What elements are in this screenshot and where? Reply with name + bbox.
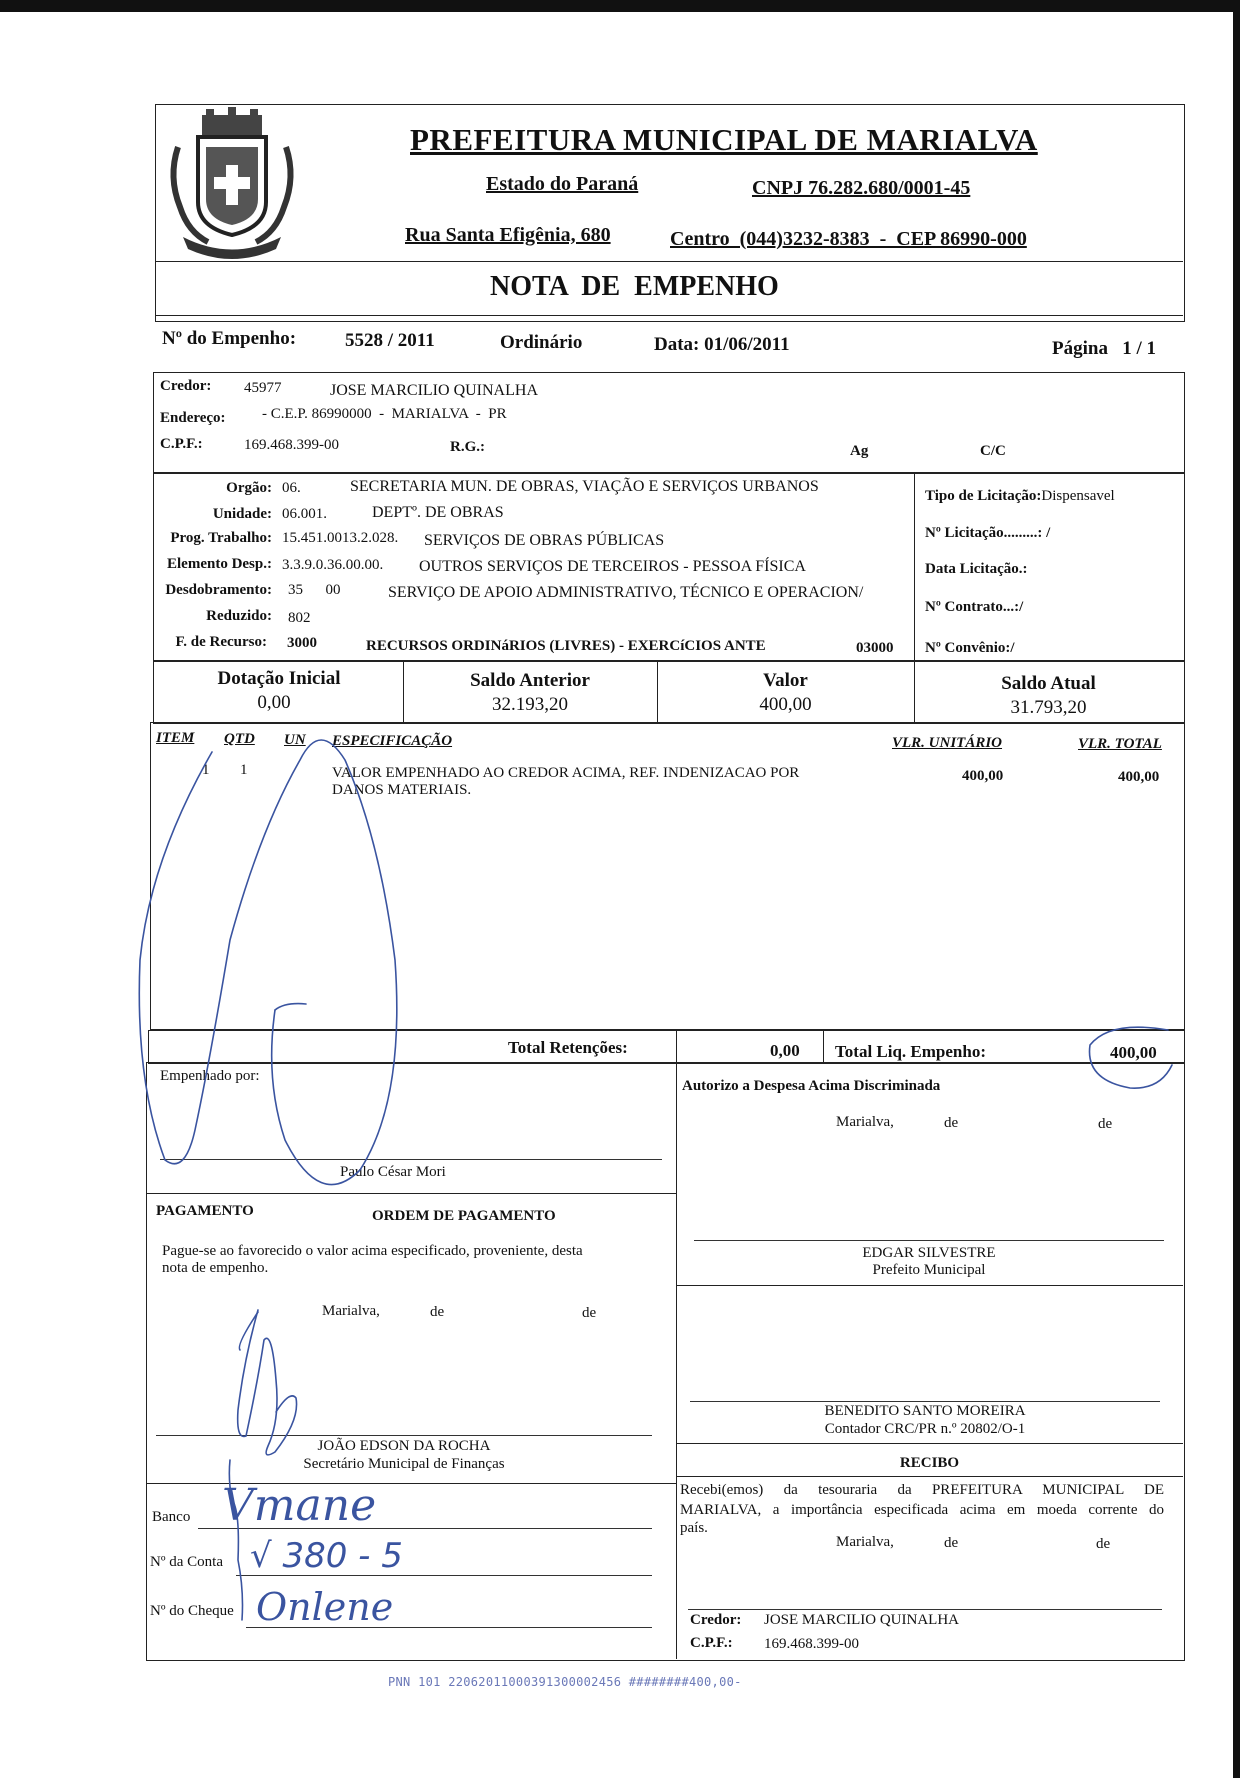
orgao-name: SECRETARIA MUN. DE OBRAS, VIAÇÃO E SERVIÇOS URBANOS [350, 478, 819, 495]
recibo-cpf: 169.468.399-00 [764, 1636, 859, 1652]
banco-label: Banco [152, 1509, 191, 1525]
convenio-number: Nº Convênio:/ [925, 640, 1015, 656]
prefeito-name: EDGAR SILVESTRE [862, 1245, 996, 1261]
valor-label: Valor [763, 670, 808, 691]
divider [155, 261, 1183, 262]
col-header-unit: VLR. UNITÁRIO [892, 735, 1003, 751]
prog-label: Prog. Trabalho: [170, 530, 272, 546]
col-header-un: UN [284, 732, 306, 748]
col-header-qtd: QTD [224, 731, 255, 747]
divider [676, 1030, 677, 1062]
elemento-name: OUTROS SERVIÇOS DE TERCEIROS - PESSOA FÍSICA [419, 558, 806, 575]
prefeito-role: Prefeito Municipal [872, 1262, 986, 1278]
unidade-name: DEPTº. DE OBRAS [372, 504, 504, 521]
pagamento-label: PAGAMENTO [156, 1203, 254, 1219]
item-row-desc-line1: VALOR EMPENHADO AO CREDOR ACIMA, REF. INDENIZACAO POR [332, 765, 800, 781]
header-district-phone-cep: Centro (044)3232-8383 - CEP 86990-000 [670, 228, 1027, 250]
valor-value: 400,00 [759, 694, 812, 715]
empenho-page: Página 1 / 1 [1052, 338, 1156, 359]
item-row-qtd: 1 [240, 762, 248, 778]
autorizo-de2: de [1098, 1116, 1113, 1132]
header-cnpj: CNPJ 76.282.680/0001-45 [752, 177, 971, 199]
credor-address-label: Endereço: [160, 410, 226, 426]
licitacao-type-label [925, 488, 1115, 505]
orgao-label: Orgão: [226, 480, 272, 496]
divider [676, 1443, 1183, 1444]
item-row-total: 400,00 [1118, 769, 1160, 785]
saldo-atual-label: Saldo Atual [1001, 673, 1096, 694]
contador-role: Contador CRC/PR n.º 20802/O-1 [824, 1421, 1026, 1437]
unidade-label: Unidade: [212, 506, 272, 522]
autorizo-city: Marialva, [836, 1114, 894, 1130]
recibo-title: RECIBO [899, 1455, 960, 1471]
credor-label: Credor: [160, 378, 212, 394]
desdobramento-code: 35 00 [288, 582, 341, 598]
credor-address: - C.E.P. 86990000 - MARIALVA - PR [262, 406, 507, 422]
prog-code: 15.451.0013.2.028. [282, 530, 399, 546]
prog-name: SERVIÇOS DE OBRAS PÚBLICAS [424, 532, 665, 549]
desdobramento-label: Desdobramento: [165, 582, 272, 598]
licitacao-type-value: Dispensavel [1041, 488, 1115, 504]
col-header-total: VLR. TOTAL [1078, 736, 1162, 752]
recibo-text-line3: país. [680, 1520, 708, 1536]
divider [676, 1062, 677, 1659]
credor-cpf-label: C.P.F.: [160, 436, 203, 452]
cheque-handwritten: Onlene [256, 1585, 394, 1629]
signature-line [694, 1240, 1164, 1241]
unidade-code: 06.001. [282, 506, 327, 522]
scan-right-edge [1233, 0, 1240, 1778]
divider [155, 315, 1183, 316]
reduzido-label: Reduzido: [206, 608, 272, 624]
licitacao-type-text: Tipo de Licitação: [925, 488, 1042, 504]
recibo-cpf-label: C.P.F.: [690, 1635, 733, 1651]
autorizo-label: Autorizo a Despesa Acima Discriminada [682, 1078, 941, 1094]
licitacao-number: Nº Licitação.........: / [925, 525, 1051, 541]
recibo-credor-name: JOSE MARCILIO QUINALHA [764, 1612, 959, 1628]
pagamento-text-line2: nota de empenho. [162, 1260, 269, 1276]
pagamento-de2: de [582, 1305, 597, 1321]
secretario-role: Secretário Municipal de Finanças [303, 1456, 505, 1472]
item-row-desc-line2: DANOS MATERIAIS. [332, 782, 472, 798]
recibo-city: Marialva, [836, 1534, 894, 1550]
licitacao-date: Data Licitação.: [925, 561, 1028, 577]
reduzido-value: 802 [288, 610, 311, 626]
recibo-text-line2: MARIALVA, a importância especificada acima em moeda corrente do [680, 1502, 1164, 1518]
header-address: Rua Santa Efigênia, 680 [405, 224, 611, 246]
empenho-type: Ordinário [500, 332, 583, 353]
signature-line [156, 1435, 652, 1436]
saldo-anterior-value: 32.193,20 [492, 694, 568, 715]
pagamento-de1: de [430, 1304, 445, 1320]
header-state: Estado do Paraná [486, 173, 639, 195]
empenhado-label: Empenhado por: [160, 1068, 260, 1084]
credor-box [153, 372, 1185, 474]
header-title: PREFEITURA MUNICIPAL DE MARIALVA [410, 122, 1038, 157]
retencoes-value: 0,00 [770, 1041, 800, 1060]
saldo-anterior-label: Saldo Anterior [470, 670, 590, 691]
summary-box [148, 1030, 1185, 1064]
credor-code: 45977 [244, 380, 282, 396]
pagamento-text-line1: Pague-se ao favorecido o valor acima especificado, proveniente, desta [162, 1243, 583, 1259]
credor-cc-label: C/C [980, 443, 1006, 459]
divider [823, 1030, 824, 1062]
item-row-item: 1 [202, 762, 210, 778]
cheque-label: Nº do Cheque [150, 1603, 234, 1619]
saldo-atual-value: 31.793,20 [1010, 697, 1087, 718]
credor-cpf: 169.468.399-00 [244, 437, 339, 453]
empenho-number: 5528 / 2011 [345, 330, 435, 351]
empenho-number-label: Nº do Empenho: [162, 328, 297, 349]
signature-line [688, 1609, 1162, 1610]
scan-top-edge [0, 0, 1240, 12]
secretario-name: JOÃO EDSON DA ROCHA [317, 1438, 491, 1454]
recibo-credor-label: Credor: [690, 1612, 742, 1628]
desdobramento-name: SERVIÇO DE APOIO ADMINISTRATIVO, TÉCNICO E OPERACION/ [388, 584, 864, 601]
retencoes-label: Total Retenções: [508, 1038, 628, 1057]
recurso-code2: 03000 [856, 640, 894, 656]
divider [914, 472, 915, 660]
document-title: NOTA DE EMPENHO [490, 271, 779, 302]
credor-name: JOSE MARCILIO QUINALHA [330, 382, 538, 399]
col-header-espec: ESPECIFICAÇÃO [332, 733, 453, 749]
conta-handwritten: √ 380 - 5 [250, 1536, 403, 1576]
recibo-de1: de [944, 1535, 959, 1551]
divider [676, 1285, 1183, 1286]
divider [676, 1476, 1183, 1477]
credor-ag-label: Ag [850, 443, 869, 459]
recibo-text-line1: Recebi(emos) da tesouraria da PREFEITURA MUNICIPAL DE [680, 1482, 1164, 1498]
orgao-code: 06. [282, 480, 301, 496]
pagamento-city: Marialva, [322, 1303, 380, 1319]
dotacao-value: 0,00 [257, 692, 291, 713]
empenhado-name: Paulo César Mori [340, 1164, 446, 1180]
recurso-code: 3000 [287, 635, 317, 651]
signature-line [160, 1159, 662, 1160]
contrato-number: Nº Contrato...:/ [925, 599, 1024, 615]
liquido-value: 400,00 [1110, 1043, 1157, 1062]
divider [146, 1193, 676, 1194]
footer-code: PNN 101 22062011000391300002456 ########400,00- [388, 1675, 742, 1689]
contador-name: BENEDITO SANTO MOREIRA [824, 1403, 1026, 1419]
dotacao-label: Dotação Inicial [217, 668, 341, 689]
col-header-item: ITEM [156, 730, 195, 746]
ordem-pagamento-label: ORDEM DE PAGAMENTO [372, 1208, 556, 1224]
liquido-label: Total Liq. Empenho: [835, 1042, 986, 1061]
recurso-label: F. de Recurso: [175, 634, 267, 650]
item-row-unit: 400,00 [962, 768, 1004, 784]
signature-line [690, 1401, 1160, 1402]
credor-rg-label: R.G.: [450, 439, 485, 455]
recibo-de2: de [1096, 1536, 1111, 1552]
recurso-name: RECURSOS ORDINáRIOS (LIVRES) - EXERCíCIOS ANTE [366, 638, 766, 654]
elemento-label: Elemento Desp.: [167, 556, 272, 572]
coat-of-arms-icon [158, 107, 306, 259]
empenho-date: Data: 01/06/2011 [654, 334, 790, 355]
elemento-code: 3.3.9.0.36.00.00. [282, 557, 384, 573]
banco-handwritten: Vmane [222, 1480, 377, 1531]
conta-label: Nº da Conta [150, 1554, 223, 1570]
autorizo-de1: de [944, 1115, 959, 1131]
